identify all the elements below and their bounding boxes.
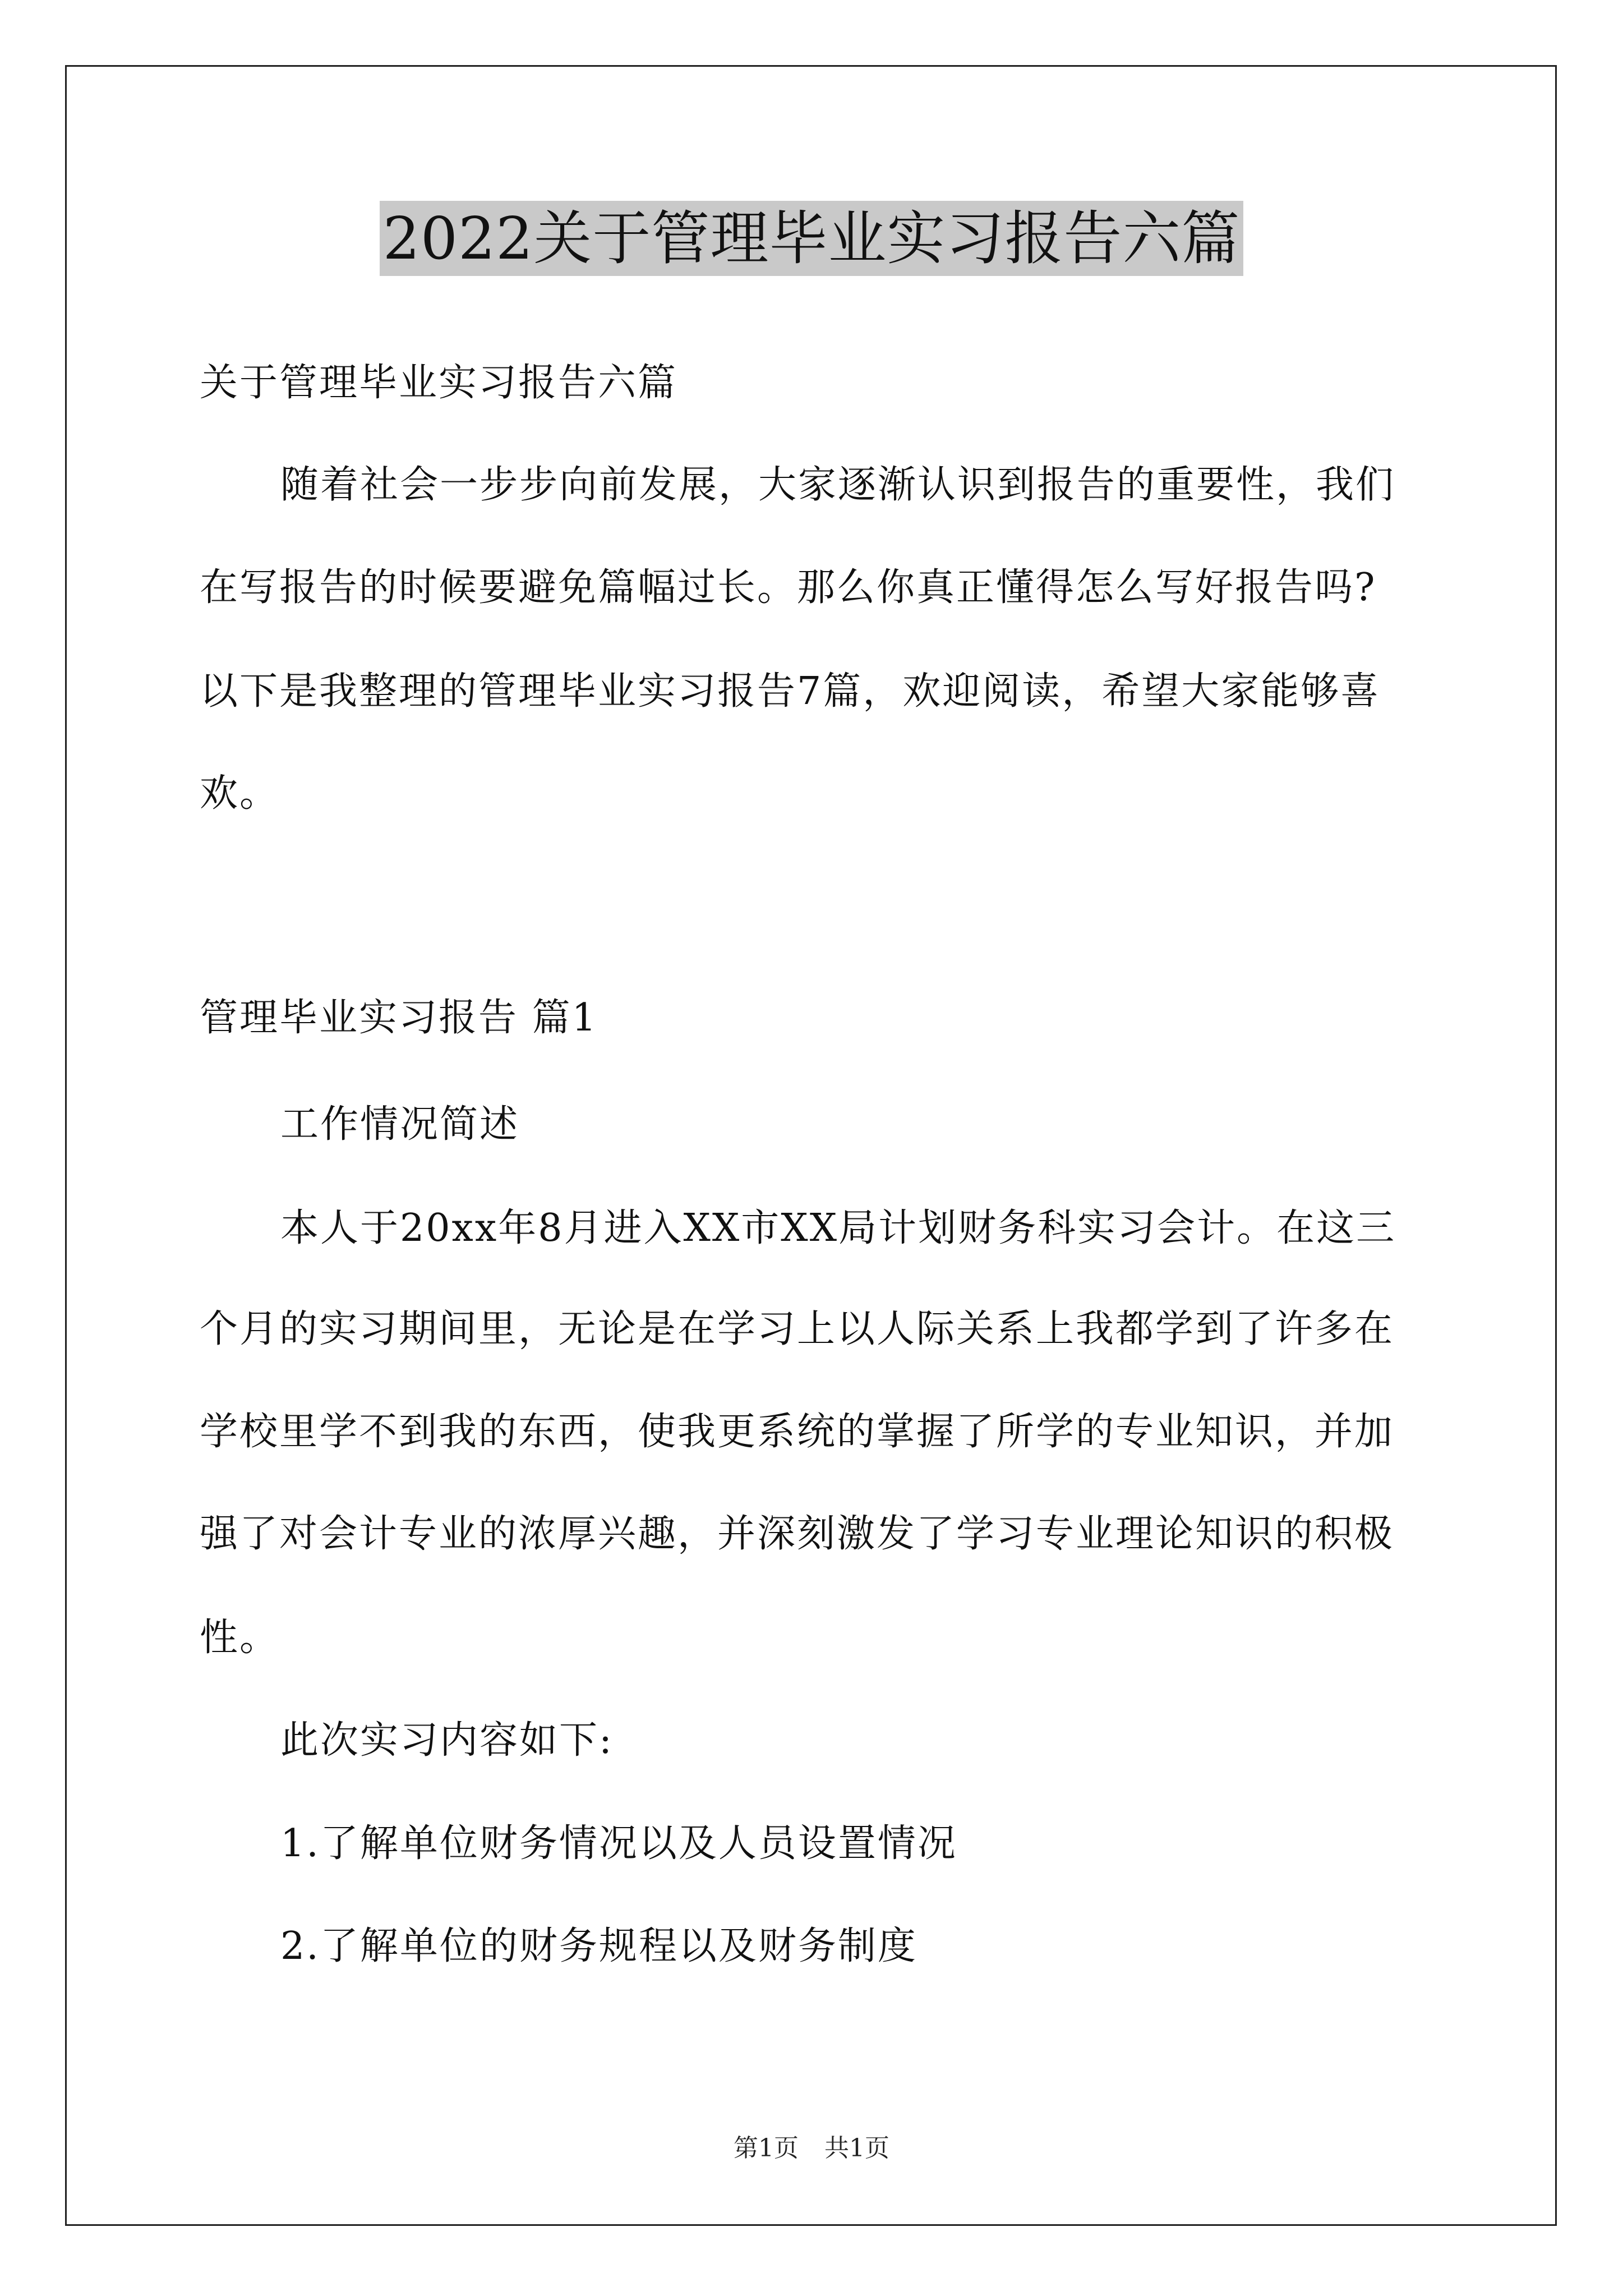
list-item-2: 2.了解单位的财务规程以及财务制度 (280, 1924, 917, 1968)
section-subheading: 工作情况简述 (280, 1102, 520, 1147)
intro-line-4: 欢。 (200, 771, 280, 816)
page-footer (0, 2132, 1623, 2165)
body-line-5: 性。 (200, 1616, 280, 1660)
page-number: 第1页 (734, 2134, 799, 2162)
intro-line-3: 以下是我整理的管理毕业实习报告7篇，欢迎阅读，希望大家能够喜 (200, 669, 1381, 714)
document-title (0, 199, 1623, 278)
body-line-1: 本人于20xx年8月进入XX市XX局计划财务科实习会计。在这三 (280, 1206, 1396, 1250)
body-line-2: 个月的实习期间里，无论是在学习上以人际关系上我都学到了许多在 (200, 1307, 1395, 1351)
list-item-1: 1.了解单位财务情况以及人员设置情况 (280, 1821, 957, 1866)
list-intro: 此次实习内容如下: (280, 1718, 614, 1763)
body-line-4: 强了对会计专业的浓厚兴趣，并深刻激发了学习专业理论知识的积极 (200, 1512, 1395, 1556)
subtitle-line: 关于管理毕业实习报告六篇 (200, 361, 678, 405)
document-title-text: 2022关于管理毕业实习报告六篇 (380, 201, 1244, 276)
section-heading: 管理毕业实习报告 篇1 (200, 996, 598, 1040)
body-line-3: 学校里学不到我的东西，使我更系统的掌握了所学的专业知识，并加 (200, 1410, 1395, 1454)
intro-line-2: 在写报告的时候要避免篇幅过长。那么你真正懂得怎么写好报告吗? (200, 565, 1377, 610)
intro-line-1: 随着社会一步步向前发展，大家逐渐认识到报告的重要性，我们 (280, 463, 1396, 507)
page-total: 共1页 (824, 2134, 889, 2162)
